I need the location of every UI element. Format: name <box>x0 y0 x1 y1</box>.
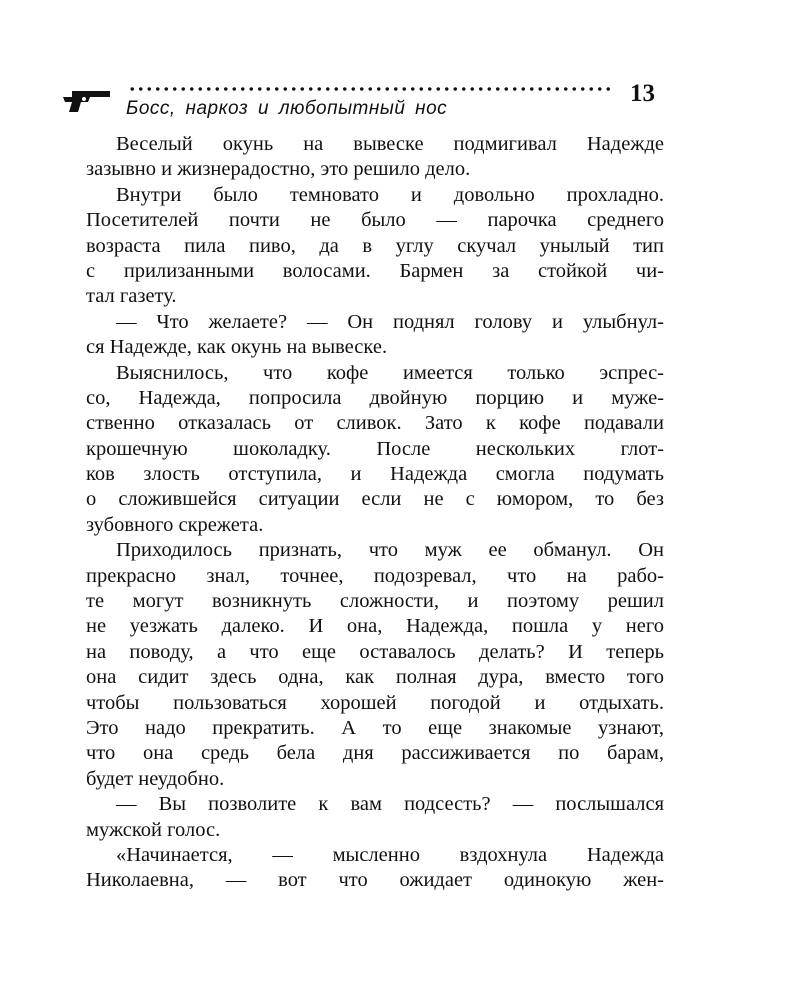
text-line: зазывно и жизнерадостно, это решило дело. <box>86 158 471 181</box>
text-line: чтобы пользоваться хорошей погодой и отдыхать. <box>86 691 664 714</box>
text-line: с прилизанными волосами. Бармен за стойкой чи- <box>86 259 664 282</box>
text-line: те могут возникнуть сложности, и поэтому решил <box>86 590 664 613</box>
text-line: крошечную шоколадку. После нескольких глот- <box>86 437 664 460</box>
text-line: Внутри было темновато и довольно прохладно. <box>116 183 664 206</box>
text-line: на поводу, а что еще оставалось делать? И теперь <box>86 640 664 663</box>
page-number: 13 <box>630 80 655 107</box>
text-line: о сложившейся ситуации если не с юмором, то без <box>86 488 664 511</box>
text-line: — Вы позволите к вам подсесть? — послышался <box>116 793 664 816</box>
text-line: прекрасно знал, точнее, подозревал, что на рабо- <box>86 564 664 587</box>
text-line: Николаевна, — вот что ожидает одинокую жен- <box>86 869 664 892</box>
text-line: ственно отказалась от сливок. Зато к кофе подавали <box>86 412 664 435</box>
text-line: не уезжать далеко. И она, Надежда, пошла у него <box>86 615 664 638</box>
text-line: что она средь бела дня рассиживается по барам, <box>86 742 664 765</box>
text-line: мужской голос. <box>86 818 221 841</box>
text-line: Посетителей почти не было — парочка среднего <box>86 209 664 232</box>
text-line: будет неудобно. <box>86 767 225 790</box>
text-line: Это надо прекратить. А то еще знакомые узнают, <box>86 716 664 739</box>
text-line: возраста пила пиво, да в углу скучал унылый тип <box>86 234 664 257</box>
text-line: Веселый окунь на вывеске подмигивал Надежде <box>116 133 664 155</box>
body-text <box>86 132 664 894</box>
running-title: Босс, наркоз и любопытный нос <box>126 98 448 119</box>
text-line: она сидит здесь одна, как полная дура, вместо того <box>86 666 664 689</box>
text-line: зубовного скрежета. <box>86 513 264 536</box>
text-line: «Начинается, — мысленно вздохнула Надежда <box>116 843 664 866</box>
text-line: Выяснилось, что кофе имеется только эспрес- <box>116 361 664 384</box>
text-line: тал газету. <box>86 285 177 308</box>
text-line: ков злость отступила, и Надежда смогла подумать <box>86 463 664 486</box>
running-header <box>62 72 672 124</box>
revolver-icon <box>62 88 112 114</box>
text-line: Приходилось признать, что муж ее обманул. Он <box>116 539 664 562</box>
dotted-rule <box>128 86 610 92</box>
text-line: — Что желаете? — Он поднял голову и улыбнул- <box>116 310 664 333</box>
text-line: ся Надежде, как окунь на вывеске. <box>86 336 388 359</box>
text-line: со, Надежда, попросила двойную порцию и муже- <box>86 386 664 409</box>
